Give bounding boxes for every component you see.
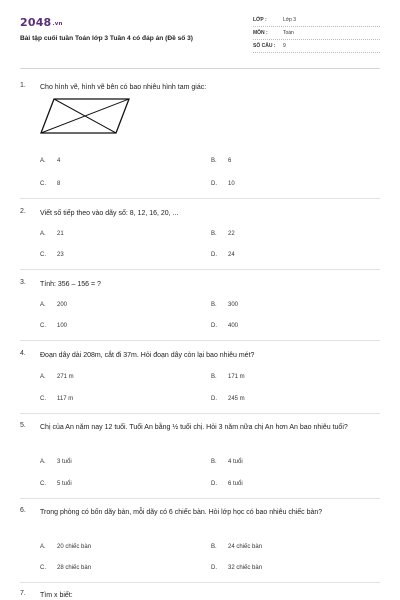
option-c[interactable]: C. 100 — [40, 323, 68, 329]
option-a[interactable]: A. 21 — [40, 231, 64, 237]
option-b[interactable]: B. 22 — [211, 231, 235, 237]
question-number: 6. — [20, 507, 26, 514]
option-c[interactable]: C. 8 — [40, 181, 61, 187]
question-number: 7. — [20, 590, 26, 597]
logo-suffix: .vn — [52, 21, 63, 27]
option-c[interactable]: C. 5 tuổi — [40, 481, 72, 487]
option-a[interactable]: A. 200 — [40, 302, 68, 308]
meta-label: MÔN : — [253, 30, 268, 36]
meta-row-question-count — [253, 42, 380, 53]
option-d[interactable]: D. 245 m — [211, 396, 245, 402]
option-b[interactable]: B. 6 — [211, 158, 232, 164]
option-d[interactable]: D. 6 tuổi — [211, 481, 243, 487]
option-c[interactable]: C. 117 m — [40, 396, 74, 402]
option-c[interactable]: C. 23 — [40, 252, 64, 258]
site-logo[interactable] — [20, 16, 63, 29]
option-b[interactable]: B. 171 m — [211, 374, 245, 380]
option-a[interactable]: A. 4 — [40, 158, 61, 164]
option-a[interactable]: A. 20 chiếc bàn — [40, 544, 92, 550]
option-c[interactable]: C. 28 chiếc bàn — [40, 565, 92, 571]
option-d[interactable]: D. 400 — [211, 323, 239, 329]
question-number: 5. — [20, 422, 26, 429]
option-d[interactable]: D. 32 chiếc bàn — [211, 565, 263, 571]
question-divider — [20, 413, 380, 414]
option-d[interactable]: D. 24 — [211, 252, 235, 258]
question-text: Đoạn dây dài 208m, cắt đi 37m. Hỏi đoạn dây còn lại bao nhiêu mét? — [40, 352, 255, 359]
question-text: Cho hình vẽ, hình vẽ bên có bao nhiêu hình tam giác: — [40, 84, 207, 91]
question-text: Trong phòng có bốn dãy bàn, mỗi dãy có 6 chiếc bàn. Hỏi lớp học có bao nhiêu chiếc bàn? — [40, 509, 323, 516]
question-text: Viết số tiếp theo vào dãy số: 8, 12, 16, 20, ... — [40, 210, 179, 217]
option-a[interactable]: A. 3 tuổi — [40, 459, 72, 465]
question-divider — [20, 269, 380, 270]
worksheet-header — [20, 12, 380, 58]
option-b[interactable]: B. 4 tuổi — [211, 459, 243, 465]
question-number: 3. — [20, 279, 26, 286]
meta-row-class — [253, 16, 380, 27]
meta-value: Toán — [283, 30, 294, 36]
meta-panel — [253, 16, 380, 55]
meta-value: 9 — [283, 43, 286, 49]
meta-value: Lớp 3 — [283, 17, 297, 23]
logo-main: 2048 — [20, 16, 52, 29]
parallelogram-figure — [40, 98, 130, 134]
header-divider — [20, 68, 380, 69]
question-divider — [20, 498, 380, 499]
question-divider — [20, 582, 380, 583]
page-title: Bài tập cuối tuần Toán lớp 3 Tuần 4 có đáp án (Đề số 3) — [20, 35, 193, 42]
meta-label: LỚP : — [253, 17, 267, 23]
option-d[interactable]: D. 10 — [211, 181, 235, 187]
question-number: 4. — [20, 350, 26, 357]
question-divider — [20, 340, 380, 341]
option-b[interactable]: B. 24 chiếc bàn — [211, 544, 263, 550]
option-b[interactable]: B. 300 — [211, 302, 239, 308]
question-text: Tính: 356 – 156 = ? — [40, 281, 101, 288]
meta-label: SỐ CÂU : — [253, 43, 276, 49]
question-number: 2. — [20, 208, 26, 215]
question-text: Chị của An năm nay 12 tuổi. Tuổi An bằng ½ tuổi chị. Hỏi 3 năm nữa chị An hơn An bao nhiêu tuổi? — [40, 424, 348, 431]
meta-row-subject — [253, 29, 380, 40]
question-divider — [20, 198, 380, 199]
question-text: Tìm x biết: — [40, 592, 73, 599]
option-a[interactable]: A. 271 m — [40, 374, 74, 380]
question-number: 1. — [20, 82, 26, 89]
